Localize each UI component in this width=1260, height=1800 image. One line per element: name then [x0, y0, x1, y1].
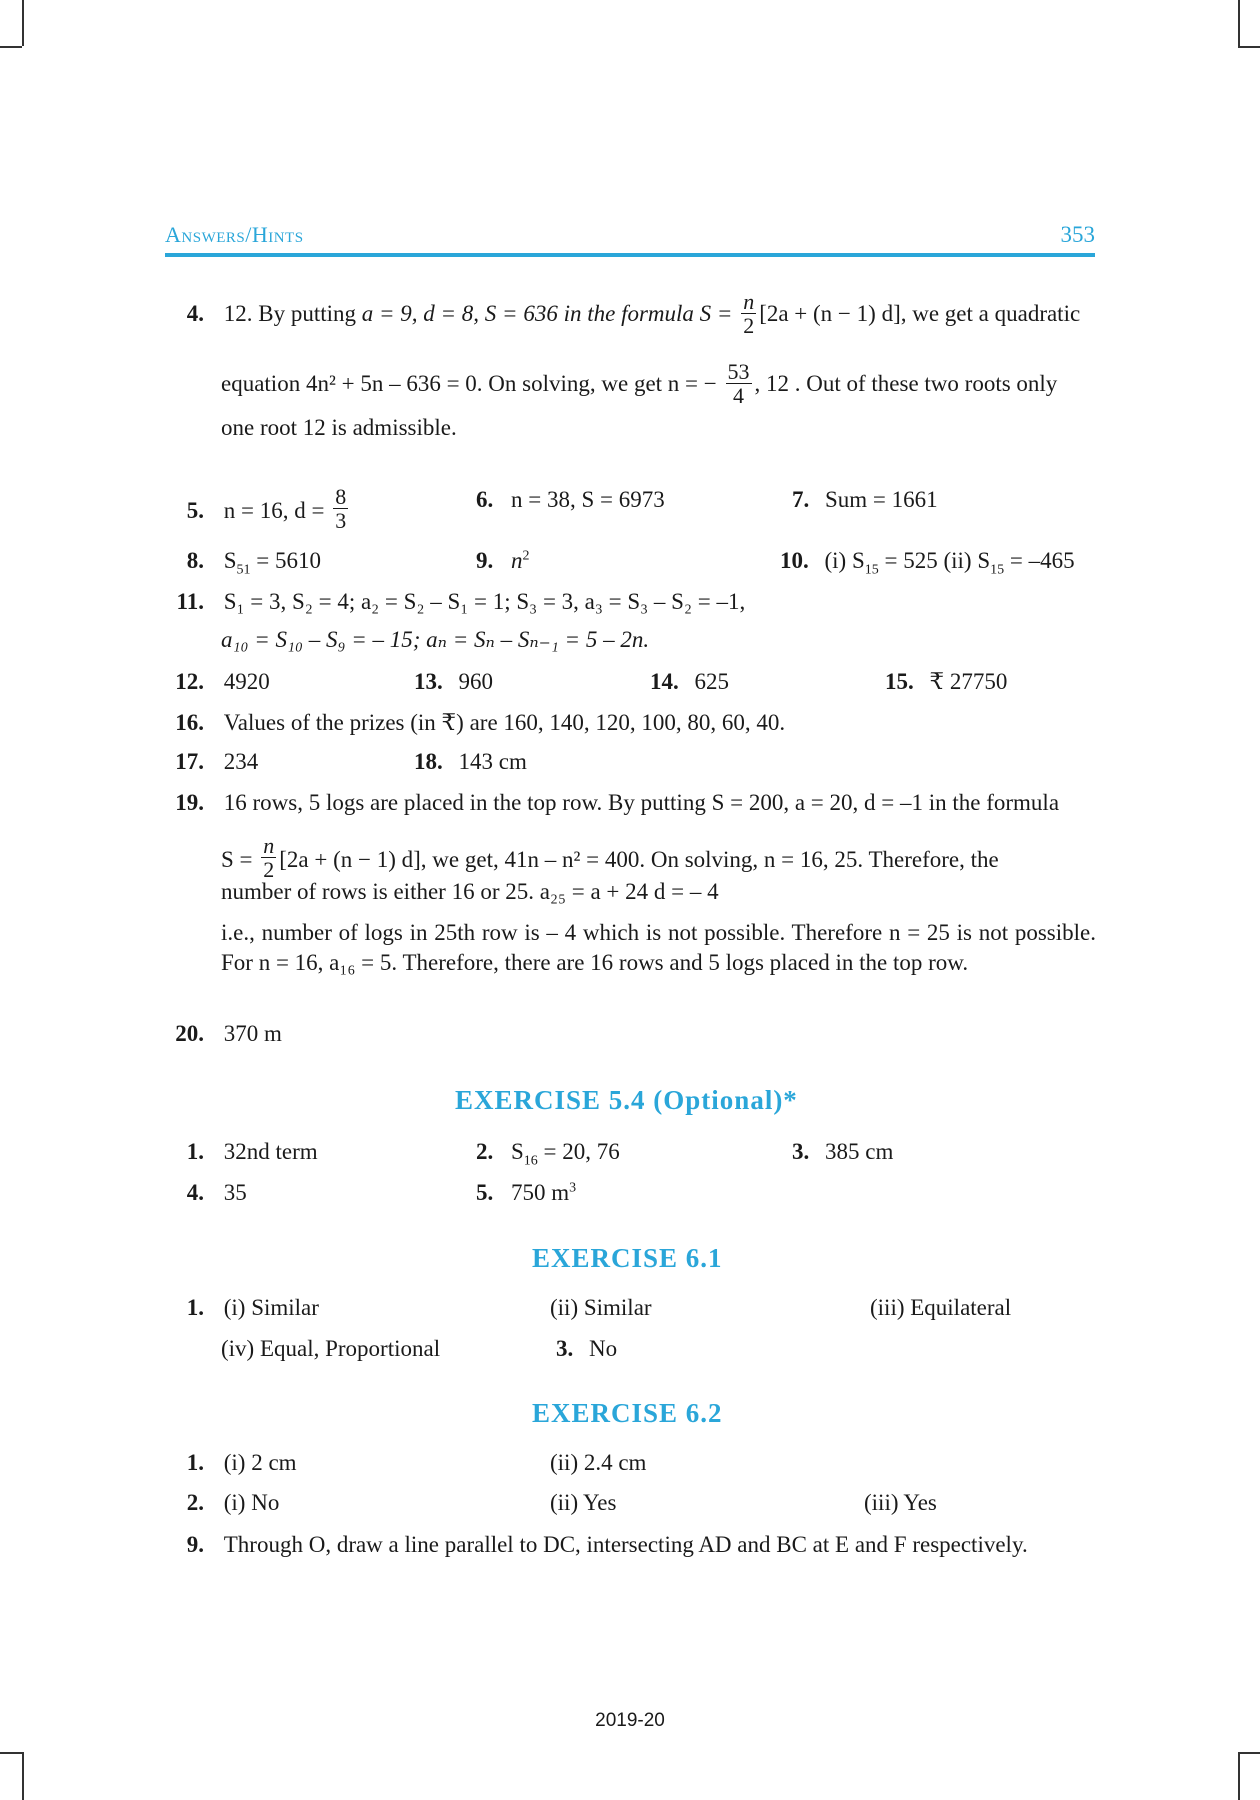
- answer-20: [170, 1020, 282, 1048]
- answer-18: [414, 748, 527, 776]
- answer-text: = 20, 76: [537, 1139, 620, 1164]
- superscript: 2: [522, 548, 530, 564]
- answer-19-line2: [221, 834, 999, 881]
- ex54-answer-1: [180, 1138, 318, 1166]
- subscript: 16: [523, 1153, 538, 1169]
- answer-text: 32nd term: [223, 1139, 318, 1164]
- answer-text: we get a quadratic: [906, 301, 1081, 327]
- answer-text: S: [511, 1139, 524, 1164]
- answer-number: 1.: [186, 1450, 204, 1475]
- running-header: Answers/Hints: [165, 222, 304, 247]
- answer-number: 7.: [792, 487, 810, 512]
- answer-number: 4.: [186, 1180, 204, 1205]
- ex62-answer-2-iii: (iii) Yes: [864, 1490, 937, 1515]
- section-heading: EXERCISE 5.4 (Optional)*: [455, 1085, 798, 1115]
- answer-text: 960: [458, 669, 493, 694]
- fraction: $\frac{n}{2}$: [263, 833, 275, 883]
- answer-11: [170, 588, 745, 616]
- ex54-answer-5: [476, 1179, 576, 1207]
- answer-8: [180, 547, 321, 579]
- answer-number: 15.: [885, 669, 914, 694]
- answer-text: a = 9, d = 8, S = 636 in the formula S =: [361, 301, 733, 327]
- answer-text: = –465: [1004, 548, 1075, 573]
- answer-number: 14.: [650, 669, 679, 694]
- subscript: 15: [990, 562, 1005, 578]
- header-rule: [165, 253, 1095, 257]
- answer-number: 19.: [175, 790, 204, 815]
- answer-9: [476, 547, 530, 575]
- answer-text: n: [511, 548, 523, 573]
- ex54-answer-2: [476, 1138, 620, 1170]
- answer-number: 18.: [414, 749, 443, 774]
- answer-number: 17.: [175, 749, 204, 774]
- answer-text: Through O, draw a line parallel to DC, intersecting AD and BC at E and F respectively.: [223, 1532, 1028, 1557]
- answer-text: S =: [221, 847, 253, 873]
- answer-text: 16 rows, 5 logs are placed in the top row. By putting S = 200, a = 20, d = –1 in the formula: [223, 790, 1060, 815]
- ex62-answer-1-ii: (ii) 2.4 cm: [550, 1450, 647, 1475]
- answer-6: [476, 486, 665, 514]
- fraction: $\frac{53}{4}$: [727, 359, 750, 409]
- ex54-answer-3: [792, 1138, 893, 1166]
- answer-text: [2a + (n − 1) d],: [759, 301, 907, 327]
- answer-number: 20.: [175, 1021, 204, 1046]
- answer-text: Values of the prizes (in ₹) are 160, 140, 120, 100, 80, 60, 40.: [223, 710, 786, 735]
- fraction: $\frac{n}{2}$: [743, 289, 755, 339]
- answer-text: 4920: [223, 669, 270, 694]
- answer-17: [170, 748, 258, 776]
- answer-number: 5.: [186, 498, 204, 524]
- answer-number: 2.: [186, 1490, 204, 1515]
- answer-text: Sum = 1661: [825, 487, 938, 512]
- answer-number: 3.: [556, 1336, 574, 1361]
- answer-number: 9.: [476, 548, 494, 573]
- ex61-answer-1-ii: (ii) Similar: [550, 1295, 652, 1320]
- answer-11-line2: a₁₀ = S₁₀ – S₉ = – 15; aₙ = Sₙ – Sₙ₋₁ = 5 – 2n.: [221, 627, 650, 652]
- answer-19-paragraph: i.e., number of logs in 25th row is – 4 which is not possible. Therefore n = 25 is not possible. For n = 16, a₁₆ = 5. Therefore, there are 16 rows and 5 logs placed in the top row.: [221, 920, 1096, 975]
- answer-12: [170, 668, 270, 696]
- answer-number: 6.: [476, 487, 494, 512]
- answer-number: 1.: [186, 1295, 204, 1320]
- answer-number: 16.: [175, 710, 204, 735]
- answer-number: 10.: [780, 548, 809, 573]
- answer-number: 8.: [186, 548, 204, 573]
- ex54-answer-4: [180, 1179, 247, 1207]
- answer-14: [650, 668, 729, 696]
- answer-number: 5.: [476, 1180, 494, 1205]
- crop-mark: [0, 1752, 22, 1754]
- answer-text: 234: [223, 749, 259, 774]
- ex61-answer-1-iv: (iv) Equal, Proportional: [221, 1336, 441, 1361]
- ex61-answer-1: [180, 1294, 319, 1322]
- ex62-answer-2: [180, 1489, 279, 1517]
- crop-mark: [22, 1752, 24, 1800]
- ex61-answer-3: [556, 1335, 617, 1363]
- crop-mark: [22, 0, 24, 46]
- answer-text: (i) Similar: [223, 1295, 319, 1320]
- answer-text: [2a + (n − 1) d], we get, 41n – n² = 400. On solving, n = 16, 25. Therefore, the: [279, 847, 999, 873]
- answer-text: = 5610: [250, 548, 322, 573]
- answer-number: 3.: [792, 1139, 810, 1164]
- ex62-answer-2-ii: (ii) Yes: [550, 1490, 617, 1515]
- answer-5: [180, 485, 351, 532]
- answer-text: (i) S: [824, 548, 865, 573]
- answer-text: n = 38, S = 6973: [511, 487, 665, 512]
- answer-number: 13.: [414, 669, 443, 694]
- section-heading: EXERCISE 6.2: [532, 1398, 723, 1428]
- answer-text: No: [589, 1336, 618, 1361]
- ex62-answer-9: [180, 1531, 1028, 1559]
- ex62-answer-1: [180, 1449, 297, 1477]
- answer-19: [170, 789, 1059, 817]
- fraction: $\frac{8}{3}$: [335, 484, 347, 534]
- answer-text: 625: [694, 669, 729, 694]
- answer-text: 143 cm: [458, 749, 527, 774]
- answer-7: [792, 486, 938, 514]
- answer-text: = 525 (ii) S: [878, 548, 991, 573]
- answer-4-line3: one root 12 is admissible.: [221, 415, 457, 440]
- answer-text: S₁ = 3, S₂ = 4; a₂ = S₂ – S₁ = 1; S₃ = 3, a₃ = S₃ – S₂ = –1,: [223, 589, 746, 614]
- answer-text: n = 16, d =: [223, 498, 325, 524]
- answer-number: 12.: [175, 669, 204, 694]
- answer-text: 750 m: [511, 1180, 570, 1205]
- answer-number: 1.: [186, 1139, 204, 1164]
- answer-15: [885, 668, 1007, 696]
- answer-text: S: [223, 548, 237, 573]
- answer-16: [170, 709, 785, 737]
- answer-text: 12. By putting: [223, 301, 362, 327]
- answer-text: (i) 2 cm: [223, 1450, 297, 1475]
- ex61-answer-1-iii: (iii) Equilateral: [870, 1295, 1012, 1320]
- answer-text: ₹ 27750: [929, 669, 1008, 694]
- answer-number: 9.: [186, 1532, 204, 1557]
- superscript: 3: [569, 1180, 577, 1196]
- answer-4: [180, 290, 1080, 337]
- answer-4-line2: [221, 360, 1057, 407]
- answer-13: [414, 668, 493, 696]
- crop-mark: [1238, 0, 1240, 46]
- answer-text: equation 4n² + 5n – 636 = 0. On solving, we get n = −: [221, 371, 717, 397]
- answer-10: [780, 547, 1075, 579]
- crop-mark: [0, 46, 22, 48]
- answer-text: (i) No: [223, 1490, 280, 1515]
- subscript: 51: [236, 562, 251, 578]
- section-heading: EXERCISE 6.1: [532, 1243, 723, 1273]
- answer-text: 385 cm: [825, 1139, 894, 1164]
- answer-19-line3: number of rows is either 16 or 25. a₂₅ = a + 24 d = – 4: [221, 879, 719, 904]
- crop-mark: [1238, 1752, 1260, 1754]
- answer-number: 4.: [186, 301, 204, 327]
- page-number: 353: [1060, 222, 1095, 247]
- answer-number: 11.: [176, 589, 204, 614]
- answer-text: 370 m: [223, 1021, 282, 1046]
- answer-text: , 12 . Out of these two roots only: [754, 371, 1058, 397]
- footer-year: 2019-20: [595, 1710, 665, 1731]
- crop-mark: [1238, 1752, 1240, 1800]
- answer-number: 2.: [476, 1139, 494, 1164]
- answer-text: 35: [223, 1180, 247, 1205]
- subscript: 15: [864, 562, 879, 578]
- crop-mark: [1238, 46, 1260, 48]
